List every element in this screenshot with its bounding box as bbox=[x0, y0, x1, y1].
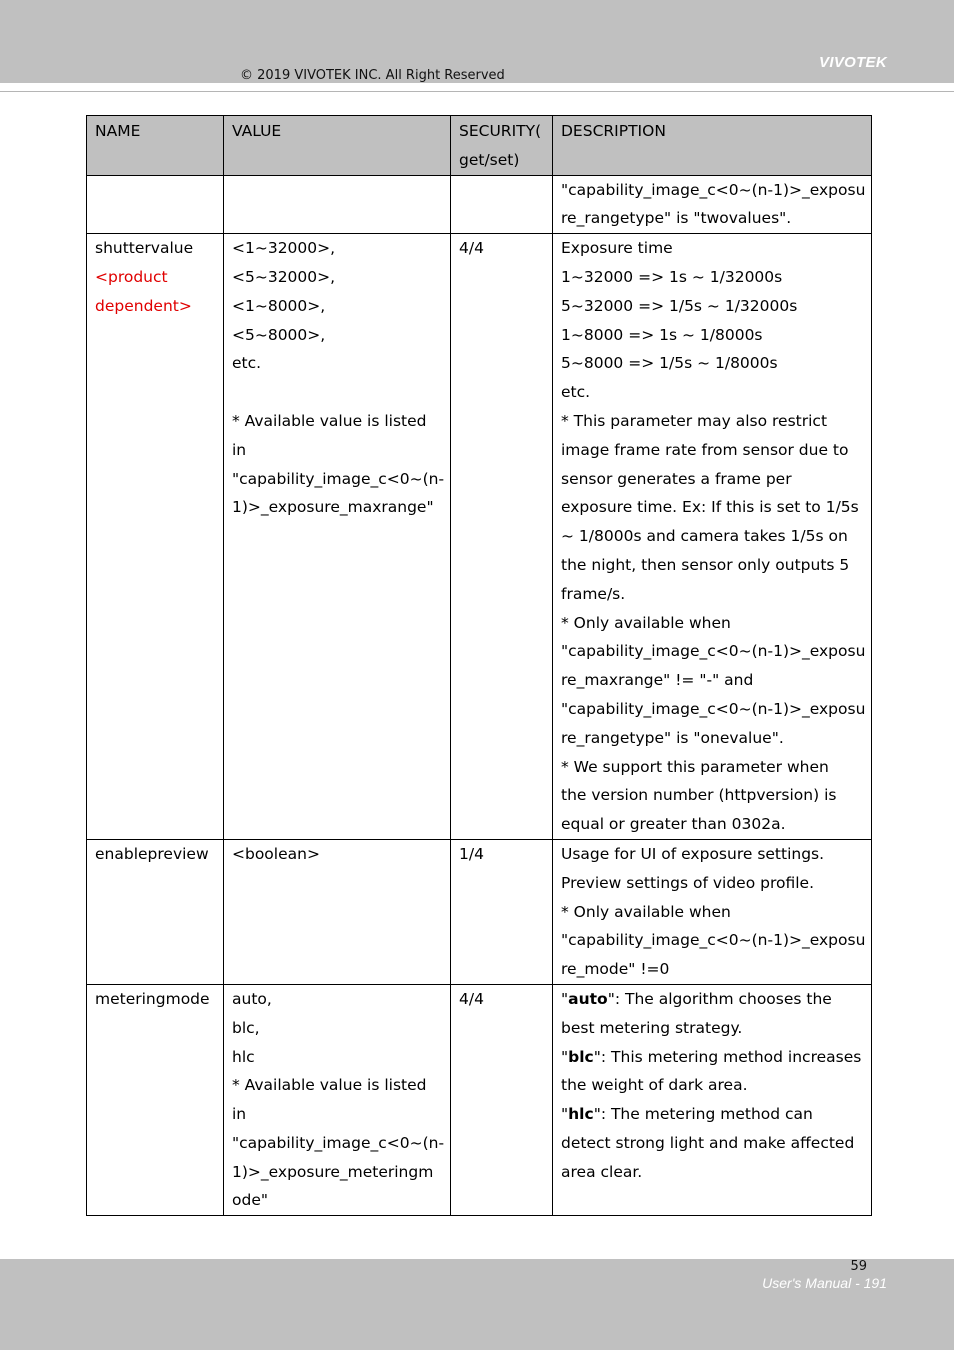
cell-description: Exposure time 1~32000 => 1s ~ 1/32000s 5~32000 => 1/5s ~ 1/32000s 1~8000 => 1s ~ 1/8000s 5~8000 => 1/5s ~ 1/8000s etc. * This parameter may also restrict image frame rate from sensor due to sensor generates a frame per exposure time. Ex: If this is set to 1/5s ~ 1/8000s and camera takes 1/5s on the night, then sensor only outputs 5 frame/s. * Only available when "capability_image_c<0~(n-1)>_exposu re_maxrange" != "-" and "capability_image_c<0~(n-1)>_exposu re_rangetype" is "onevalue". * We support this parameter when the version number (httpversion) is equal or greater than 0302a. bbox=[553, 234, 872, 840]
column-header-name: NAME bbox=[87, 116, 224, 176]
table-row-meteringmode bbox=[87, 984, 872, 1215]
cell-security: 1/4 bbox=[451, 839, 553, 984]
product-dependent-note: dependent> bbox=[95, 296, 192, 315]
cell-value-empty bbox=[224, 175, 451, 234]
copyright-text: © 2019 VIVOTEK INC. All Right Reserved bbox=[240, 68, 505, 83]
keyword-hlc: hlc bbox=[568, 1105, 594, 1124]
parameter-table bbox=[86, 115, 872, 1216]
cell-name-empty bbox=[87, 175, 224, 234]
cell-description: "auto": The algorithm chooses the best metering strategy. "blc": This metering method increases the weight of dark area. "hlc": The metering method can detect strong light and make affected area clear. bbox=[553, 984, 872, 1215]
table-row-enablepreview bbox=[87, 839, 872, 984]
table-header-row bbox=[87, 116, 872, 176]
brand-logo-text: VIVOTEK bbox=[819, 54, 887, 71]
cell-value: auto, blc, hlc * Available value is listed in "capability_image_c<0~(n- 1)>_exposure_meteringm ode" bbox=[224, 984, 451, 1215]
cell-value: <1~32000>, <5~32000>, <1~8000>, <5~8000>, etc. * Available value is listed in "capability_image_c<0~(n- 1)>_exposure_maxrange" bbox=[224, 234, 451, 840]
cell-security-empty bbox=[451, 175, 553, 234]
header-divider bbox=[0, 91, 954, 92]
keyword-blc: blc bbox=[568, 1047, 594, 1066]
column-header-security: SECURITY( get/set) bbox=[451, 116, 553, 176]
cell-name: enablepreview bbox=[87, 839, 224, 984]
cell-description: "capability_image_c<0~(n-1)>_exposu re_rangetype" is "twovalues". bbox=[553, 175, 872, 234]
cell-security: 4/4 bbox=[451, 234, 553, 840]
manual-page-label: User's Manual - 191 bbox=[762, 1275, 887, 1291]
table-row-continuation bbox=[87, 175, 872, 234]
column-header-value: VALUE bbox=[224, 116, 451, 176]
column-header-description: DESCRIPTION bbox=[553, 116, 872, 176]
cell-name: shuttervalue <product dependent> bbox=[87, 234, 224, 840]
cell-value: <boolean> bbox=[224, 839, 451, 984]
keyword-auto: auto bbox=[568, 989, 608, 1008]
table-row-shuttervalue bbox=[87, 234, 872, 840]
page-footer-band bbox=[0, 1259, 954, 1350]
cell-name: meteringmode bbox=[87, 984, 224, 1215]
cell-security: 4/4 bbox=[451, 984, 553, 1215]
product-dependent-note: <product bbox=[95, 267, 168, 286]
cell-description: Usage for UI of exposure settings. Preview settings of video profile. * Only available when "capability_image_c<0~(n-1)>_exposu re_mode" !=0 bbox=[553, 839, 872, 984]
page-number: 59 bbox=[850, 1259, 867, 1274]
